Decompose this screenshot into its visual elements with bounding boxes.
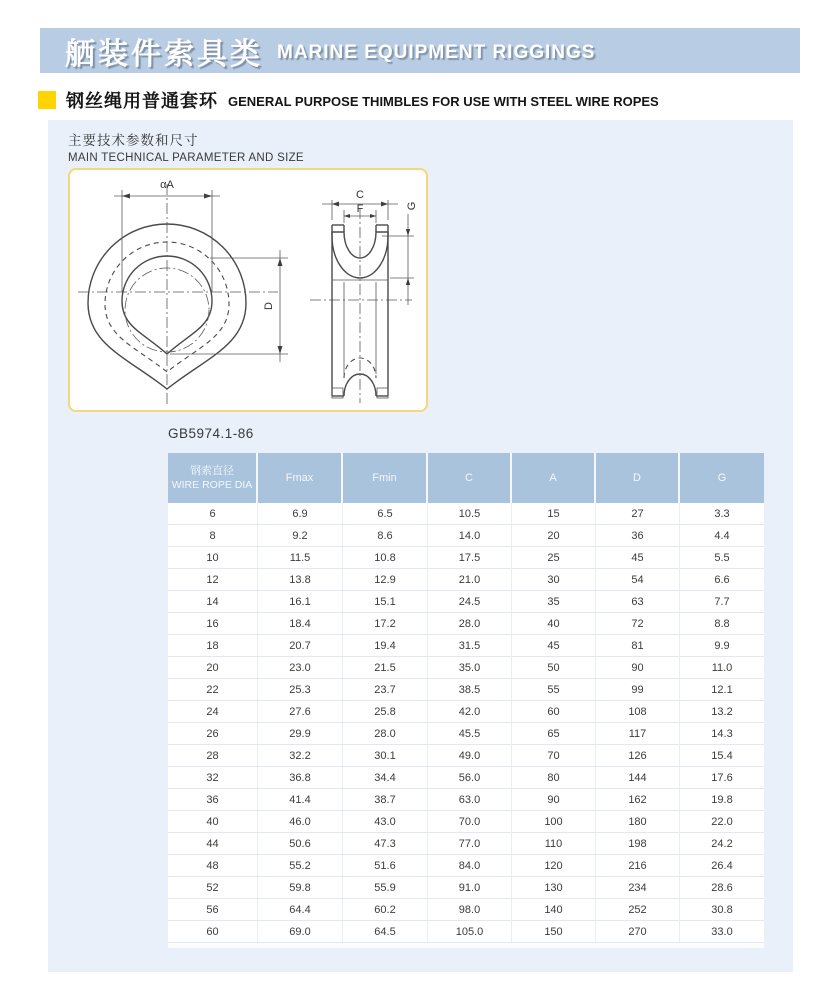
- table-cell: 65: [512, 723, 596, 745]
- table-cell: 15.1: [343, 591, 428, 613]
- table-cell: 63: [596, 591, 680, 613]
- table-cell: 28.0: [428, 613, 512, 635]
- table-cell: 46.0: [258, 811, 343, 833]
- table-cell: 21.0: [428, 569, 512, 591]
- table-row: [168, 569, 764, 591]
- table-cell: 26: [168, 723, 258, 745]
- table-row: [168, 745, 764, 767]
- table-cell: 59.8: [258, 877, 343, 899]
- dim-label-C: C: [356, 189, 364, 201]
- table-cell: 26.4: [680, 855, 764, 877]
- table-body: [168, 503, 764, 943]
- table-cell: 6.6: [680, 569, 764, 591]
- table-cell: 40: [512, 613, 596, 635]
- table-cell: 30.8: [680, 899, 764, 921]
- table-cell: 6.9: [258, 503, 343, 525]
- table-cell: 90: [512, 789, 596, 811]
- table-cell: 45: [596, 547, 680, 569]
- table-cell: 120: [512, 855, 596, 877]
- table-cell: 48: [168, 855, 258, 877]
- page-banner: [40, 28, 800, 73]
- table-row: [168, 811, 764, 833]
- table-cell: 30.1: [343, 745, 428, 767]
- table-cell: 18.4: [258, 613, 343, 635]
- table-cell: 56.0: [428, 767, 512, 789]
- section-title-zh: 钢丝绳用普通套环: [66, 91, 218, 111]
- table-cell: 80: [512, 767, 596, 789]
- standard-number: GB5974.1-86: [168, 426, 254, 441]
- table-cell: 27: [596, 503, 680, 525]
- table-cell: 24.5: [428, 591, 512, 613]
- table-cell: 9.9: [680, 635, 764, 657]
- table-cell: 34.4: [343, 767, 428, 789]
- table-cell: 38.7: [343, 789, 428, 811]
- table-cell: 23.7: [343, 679, 428, 701]
- table-cell: 43.0: [343, 811, 428, 833]
- table-cell: 91.0: [428, 877, 512, 899]
- col-header-g: G: [680, 453, 764, 503]
- section-heading: [38, 87, 659, 113]
- table-cell: 11.0: [680, 657, 764, 679]
- table-cell: 29.9: [258, 723, 343, 745]
- table-cell: 24.2: [680, 833, 764, 855]
- table-cell: 9.2: [258, 525, 343, 547]
- table-cell: 50: [512, 657, 596, 679]
- table-cell: 32.2: [258, 745, 343, 767]
- table-row: [168, 701, 764, 723]
- table-cell: 25.8: [343, 701, 428, 723]
- table-row: [168, 591, 764, 613]
- table-cell: 144: [596, 767, 680, 789]
- table-cell: 150: [512, 921, 596, 943]
- table-cell: 10.8: [343, 547, 428, 569]
- tech-label-en: MAIN TECHNICAL PARAMETER AND SIZE: [68, 152, 304, 164]
- table-cell: 81: [596, 635, 680, 657]
- table-row: [168, 679, 764, 701]
- table-cell: 13.8: [258, 569, 343, 591]
- table-cell: 126: [596, 745, 680, 767]
- dim-label-D: D: [263, 302, 275, 310]
- table-row: [168, 767, 764, 789]
- table-cell: 22: [168, 679, 258, 701]
- table-cell: 21.5: [343, 657, 428, 679]
- table-cell: 36: [596, 525, 680, 547]
- table-cell: 55.2: [258, 855, 343, 877]
- banner-title-zh: 舾装件索具类: [65, 37, 263, 71]
- table-cell: 162: [596, 789, 680, 811]
- table-row: [168, 613, 764, 635]
- table-cell: 25: [512, 547, 596, 569]
- table-cell: 27.6: [258, 701, 343, 723]
- table-cell: 64.5: [343, 921, 428, 943]
- table-cell: 22.0: [680, 811, 764, 833]
- spec-table: [168, 453, 764, 943]
- table-cell: 60: [512, 701, 596, 723]
- table-row: [168, 723, 764, 745]
- table-cell: 19.4: [343, 635, 428, 657]
- table-cell: 30: [512, 569, 596, 591]
- table-row: [168, 635, 764, 657]
- content-panel: [48, 120, 793, 972]
- table-cell: 10: [168, 547, 258, 569]
- tech-parameter-heading: [68, 129, 304, 164]
- table-cell: 99: [596, 679, 680, 701]
- table-row: [168, 789, 764, 811]
- dim-label-F: F: [356, 203, 364, 215]
- table-row: [168, 525, 764, 547]
- table-cell: 47.3: [343, 833, 428, 855]
- table-cell: 7.7: [680, 591, 764, 613]
- table-cell: 36.8: [258, 767, 343, 789]
- table-cell: 63.0: [428, 789, 512, 811]
- table-cell: 28.0: [343, 723, 428, 745]
- table-cell: 110: [512, 833, 596, 855]
- table-cell: 70: [512, 745, 596, 767]
- tech-label-zh: 主要技术参数和尺寸: [68, 133, 199, 148]
- table-cell: 55: [512, 679, 596, 701]
- table-cell: 14.3: [680, 723, 764, 745]
- table-cell: 25.3: [258, 679, 343, 701]
- table-cell: 8: [168, 525, 258, 547]
- table-row: [168, 877, 764, 899]
- table-cell: 13.2: [680, 701, 764, 723]
- section-title-en: GENERAL PURPOSE THIMBLES FOR USE WITH STEEL WIRE ROPES: [228, 94, 659, 109]
- table-cell: 45: [512, 635, 596, 657]
- table-cell: 60.2: [343, 899, 428, 921]
- table-cell: 18: [168, 635, 258, 657]
- table-cell: 6.5: [343, 503, 428, 525]
- thimble-diagram-box: [68, 168, 428, 412]
- table-cell: 105.0: [428, 921, 512, 943]
- table-cell: 234: [596, 877, 680, 899]
- table-row: [168, 855, 764, 877]
- table-cell: 45.5: [428, 723, 512, 745]
- table-cell: 52: [168, 877, 258, 899]
- table-cell: 70.0: [428, 811, 512, 833]
- table-cell: 28: [168, 745, 258, 767]
- table-cell: 20: [512, 525, 596, 547]
- col-header-wire-rope-dia: [168, 453, 258, 503]
- table-cell: 17.2: [343, 613, 428, 635]
- table-cell: 117: [596, 723, 680, 745]
- table-cell: 15.4: [680, 745, 764, 767]
- thimble-technical-drawing: [70, 170, 426, 410]
- table-cell: 19.8: [680, 789, 764, 811]
- table-cell: 5.5: [680, 547, 764, 569]
- table-cell: 20.7: [258, 635, 343, 657]
- table-cell: 3.3: [680, 503, 764, 525]
- table-cell: 64.4: [258, 899, 343, 921]
- table-cell: 8.8: [680, 613, 764, 635]
- col-header-d: D: [596, 453, 680, 503]
- table-cell: 54: [596, 569, 680, 591]
- table-cell: 44: [168, 833, 258, 855]
- table-cell: 23.0: [258, 657, 343, 679]
- table-row: [168, 503, 764, 525]
- table-cell: 216: [596, 855, 680, 877]
- table-cell: 49.0: [428, 745, 512, 767]
- side-view: [310, 189, 418, 403]
- col-header-fmin: Fmin: [343, 453, 428, 503]
- table-cell: 11.5: [258, 547, 343, 569]
- table-row: [168, 657, 764, 679]
- table-cell: 8.6: [343, 525, 428, 547]
- table-cell: 60: [168, 921, 258, 943]
- dim-label-aA: αA: [160, 179, 174, 191]
- table-cell: 108: [596, 701, 680, 723]
- table-cell: 32: [168, 767, 258, 789]
- table-cell: 14: [168, 591, 258, 613]
- table-cell: 35.0: [428, 657, 512, 679]
- table-cell: 77.0: [428, 833, 512, 855]
- table-row: [168, 921, 764, 943]
- table-cell: 6: [168, 503, 258, 525]
- col-header-c: C: [428, 453, 512, 503]
- table-cell: 24: [168, 701, 258, 723]
- table-cell: 72: [596, 613, 680, 635]
- table-cell: 130: [512, 877, 596, 899]
- table-row: [168, 547, 764, 569]
- table-row: [168, 899, 764, 921]
- table-cell: 180: [596, 811, 680, 833]
- spec-table-wrap: [168, 453, 764, 948]
- table-cell: 12: [168, 569, 258, 591]
- table-cell: 42.0: [428, 701, 512, 723]
- table-cell: 90: [596, 657, 680, 679]
- table-cell: 15: [512, 503, 596, 525]
- table-cell: 14.0: [428, 525, 512, 547]
- table-cell: 84.0: [428, 855, 512, 877]
- table-cell: 140: [512, 899, 596, 921]
- yellow-bullet-icon: [38, 91, 56, 109]
- table-cell: 56: [168, 899, 258, 921]
- table-cell: 17.5: [428, 547, 512, 569]
- table-cell: 51.6: [343, 855, 428, 877]
- table-cell: 100: [512, 811, 596, 833]
- table-cell: 198: [596, 833, 680, 855]
- table-cell: 28.6: [680, 877, 764, 899]
- table-cell: 41.4: [258, 789, 343, 811]
- table-cell: 12.1: [680, 679, 764, 701]
- table-cell: 98.0: [428, 899, 512, 921]
- table-cell: 40: [168, 811, 258, 833]
- table-header-row: [168, 453, 764, 503]
- table-cell: 17.6: [680, 767, 764, 789]
- col-header-fmax: Fmax: [258, 453, 343, 503]
- table-cell: 16.1: [258, 591, 343, 613]
- table-cell: 10.5: [428, 503, 512, 525]
- banner-title-en: MARINE EQUIPMENT RIGGINGS: [277, 41, 596, 63]
- table-cell: 69.0: [258, 921, 343, 943]
- col-header-zh: 钢索直径: [190, 464, 234, 477]
- table-cell: 38.5: [428, 679, 512, 701]
- dim-label-G: G: [406, 201, 418, 211]
- table-cell: 36: [168, 789, 258, 811]
- table-cell: 252: [596, 899, 680, 921]
- front-view: [78, 179, 288, 404]
- table-cell: 16: [168, 613, 258, 635]
- table-cell: 20: [168, 657, 258, 679]
- table-cell: 50.6: [258, 833, 343, 855]
- table-cell: 4.4: [680, 525, 764, 547]
- table-cell: 270: [596, 921, 680, 943]
- table-row: [168, 833, 764, 855]
- col-header-a: A: [512, 453, 596, 503]
- table-cell: 12.9: [343, 569, 428, 591]
- table-cell: 33.0: [680, 921, 764, 943]
- table-cell: 55.9: [343, 877, 428, 899]
- col-header-en: WIRE ROPE DIA: [171, 479, 253, 492]
- table-cell: 31.5: [428, 635, 512, 657]
- table-cell: 35: [512, 591, 596, 613]
